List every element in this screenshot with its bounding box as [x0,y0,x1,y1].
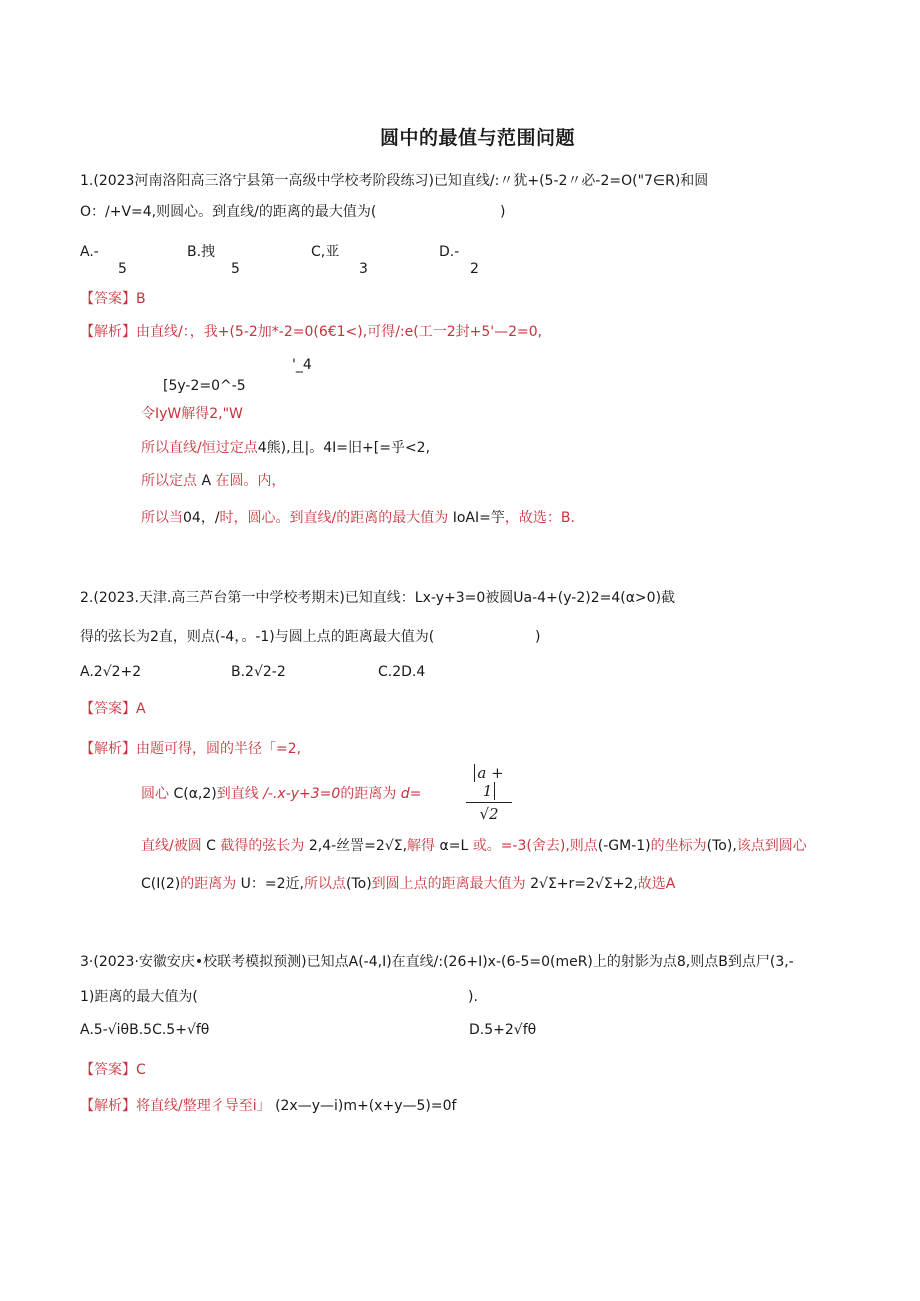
q2-option-b: B.2√2-2 [231,664,286,680]
fraction-bar [466,802,512,803]
q1-answer-value: B [136,291,146,307]
q1-option-a: A.- [80,244,99,260]
q1-stem-line1: 1.(2023河南洛阳高三洛宁县第一高级中学校考阶段练习)已知直线/:〃犹+(5-2〃必-2=O("7∈R)和圆 [80,173,709,189]
fraction-numerator: a + 1 [474,764,503,800]
q2-option-cd: C.2D.4 [378,664,426,680]
q3-analysis-line1: 【解析】将直线/整理彳导至i」 (2x—y—i)m+(x+y—5)=0f [80,1098,457,1114]
q2-analysis-label: 【解析】 [80,741,136,757]
q3-answer-label: 【答案】 [80,1062,136,1078]
q1-answer [80,290,146,308]
q2-stem-close: ) [535,629,541,645]
q2-answer-label: 【答案】 [80,701,136,717]
q1-analysis-line6: 所以定点 A 在圆。内， [141,473,286,489]
q3-answer-value: C [136,1062,146,1078]
q3-stem-line1: 3·(2023·安徽安庆•校联考模拟预测)已知点A(-4,I)在直线/:(26+I)x-(6-5=0(meR)上的射影为点8,则点B到点尸(3,- [80,954,794,970]
q3-answer [80,1061,146,1079]
q1-analysis-line3: [5y-2=0^-5 [163,378,246,394]
q2-stem-line2: 得的弦长为2直，则点(-4，。-1)与圆上点的距离最大值为( [80,629,435,645]
q1-option-c-den: 3 [359,261,368,277]
q1-analysis-line7: 所以当04，/时，圆心。到直线/的距离的最大值为 IoAI=竽，故选：B. [141,510,575,526]
q3-options-abc: A.5-√iθB.5C.5+√fθ [80,1022,210,1038]
q1-option-d: D.- [439,244,460,260]
q1-stem-close: ) [500,204,506,220]
q2-answer [80,700,146,718]
page-title: 圆中的最值与范围问题 [380,127,576,149]
q1-analysis-label: 【解析】 [80,324,136,340]
q3-analysis-label: 【解析】 [80,1098,136,1114]
q1-option-b-den: 5 [231,261,240,277]
q2-answer-value: A [136,701,146,717]
q1-answer-label: 【答案】 [80,291,136,307]
q3-stem-line2: 1)距离的最大值为( [80,989,198,1005]
q1-option-b: B.拽 [187,244,216,260]
q2-stem-line1: 2.(2023.天津.高三芦台第一中学校考期末)已知直线：Lx-y+3=0被圆Ua-4+(y-2)2=4(α>0)截 [80,590,676,606]
q3-stem-close: ). [468,989,478,1005]
q1-analysis-line2: '_4 [292,357,312,373]
q1-analysis-line4: 令IyW解得2,"W [141,406,243,422]
q2-analysis-line4: C(I(2)的距离为 U：=2近,所以点(To)到圆上点的距离最大值为 2√Σ+r=2√Σ+2,故选A [141,876,676,892]
q2-analysis-line1: 【解析】由题可得，圆的半径「=2, [80,741,302,757]
q1-option-a-den: 5 [118,261,127,277]
fraction-denominator: √2 [479,805,499,823]
distance-fraction [466,764,512,823]
q1-analysis-line1: 【解析】由直线/：，我+(5-2加*-2=0(6€1<),可得/:e(工一2封+5'—2=0, [80,324,543,340]
q2-option-a: A.2√2+2 [80,664,142,680]
q3-option-d: D.5+2√fθ [469,1022,537,1038]
q2-analysis-line2: 圆心 C(α,2)到直线 /-.x-y+3=0的距离为 d= [141,786,422,802]
q1-stem-line2: O：/+V=4,则圆心。到直线/的距离的最大值为( [80,204,377,220]
q1-option-c: C,亚 [311,244,340,260]
q1-analysis-line5: 所以直线/恒过定点4熊),且|。4I=旧+[=乎<2, [141,440,431,456]
q2-analysis-line3: 直线/被圆 C 截得的弦长为 2,4-丝詈=2√Σ,解得 α=L 或。=-3(舍去),则点(-GM-1)的坐标为(To),该点到圆心 [141,838,807,854]
q1-option-d-den: 2 [470,261,479,277]
